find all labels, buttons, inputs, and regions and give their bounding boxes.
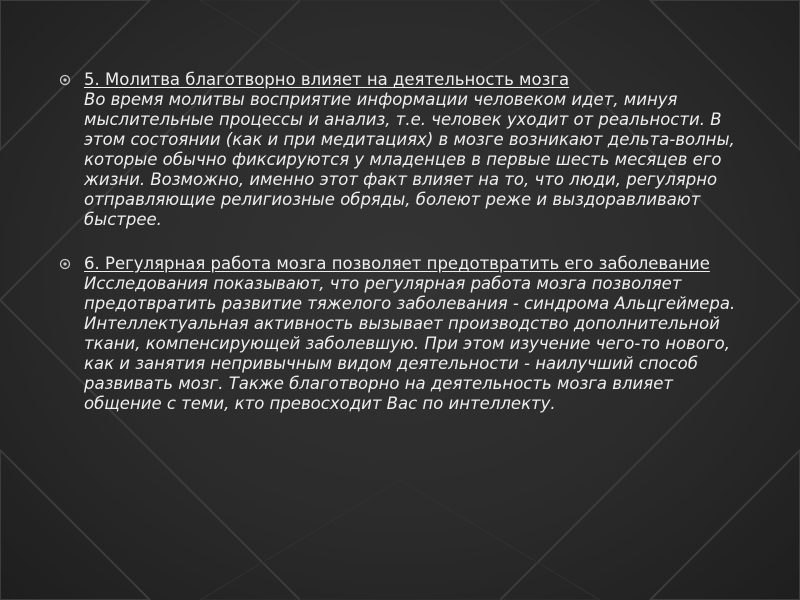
item-heading: 6. Регулярная работа мозга позволяет предотвратить его заболевание xyxy=(84,254,710,273)
slide-content xyxy=(56,70,746,438)
inner-triangle-bottom xyxy=(200,480,600,600)
item-heading: 5. Молитва благотворно влияет на деятельность мозга xyxy=(84,70,570,89)
circle-bullet-icon xyxy=(58,73,72,87)
item-text: Исследования показывают, что регулярная работа мозга позволяет предотвратить развитие тяжелого заболевания - синдрома Альцгеймера. Интеллектуальная активность вызывает производство дополнительной ткани, компенсирующей заболевшую. При этом изучение чего-то нового, как и занятия непривычным видом деятельности - наилучший способ развивать мозг. Также благотворно на деятельность мозга влияет общение с теми, кто превосходит Вас по интеллекту. xyxy=(84,274,736,413)
corner-triangle-bottom-right xyxy=(650,450,800,600)
item-text: Во время молитвы восприятие информации человеком идет, минуя мыслительные процессы и анализ, т.е. человек уходит от реальности. В этом состоянии (как и при медитациях) в мозге возникают дельта-волны, которые обычно фиксируются у младенцев в первые шесть месяцев его жизни. Возможно, именно этот факт влияет на то, что люди, регулярно отправляющие религиозные обряды, болеют реже и выздоравливают быстрее. xyxy=(84,90,735,229)
corner-triangle-bottom-left xyxy=(0,450,150,600)
list-item xyxy=(56,70,746,230)
circle-bullet-icon xyxy=(58,257,72,271)
list-item xyxy=(56,254,746,414)
